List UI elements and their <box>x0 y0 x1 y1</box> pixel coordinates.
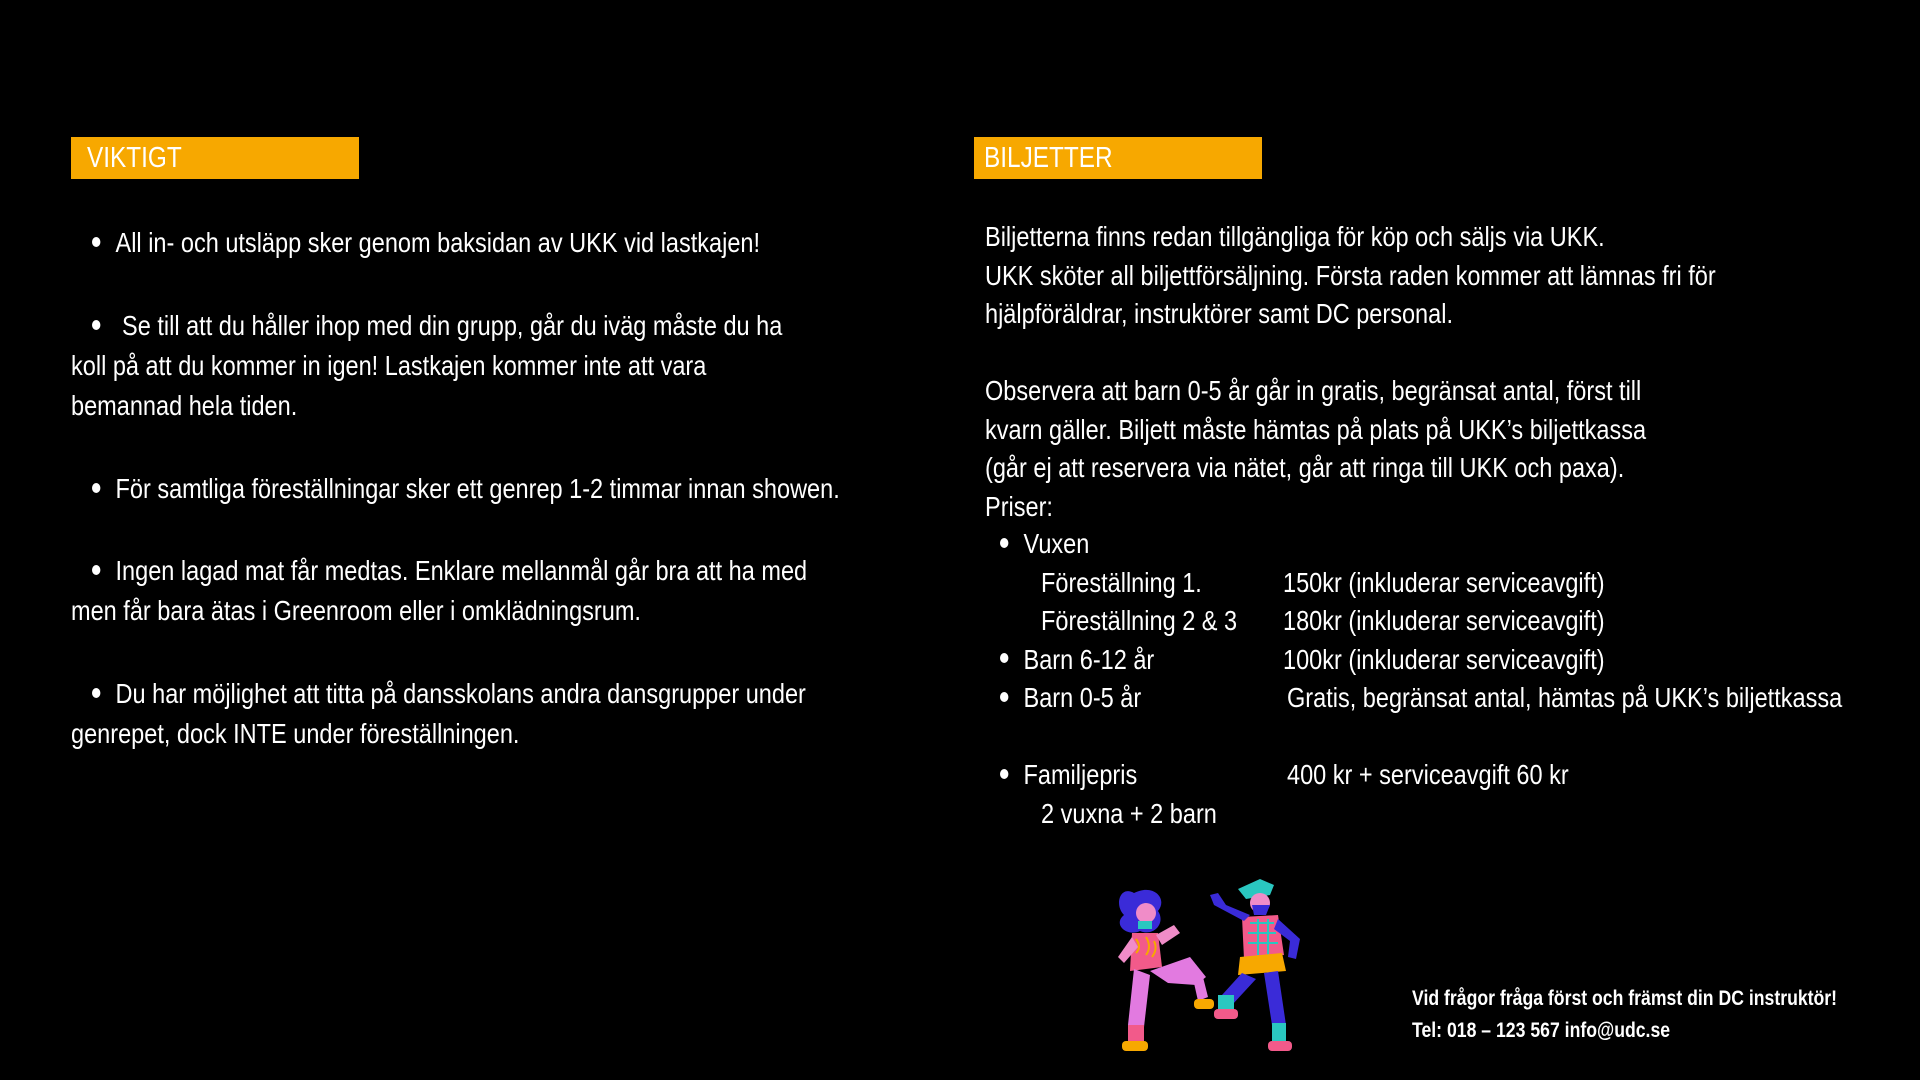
right-dancer <box>1210 879 1300 1051</box>
biljetter-intro: Biljetterna finns redan tillgängliga för köp och säljs via UKK. UKK sköter all biljettförsäljning. Första raden kommer att lämnas fri för hjälpföräldrar, instruktörer samt DC personal. <box>985 221 1716 329</box>
bullet-icon <box>92 688 100 698</box>
viktigt-bullet-2: Se till att du håller ihop med din grupp, går du iväg måste du ha koll på att du kommer in igen! Lastkajen kommer inte att vara bemannad hela tiden. <box>71 310 783 421</box>
biljetter-observera: Observera att barn 0-5 år går in gratis, begränsat antal, först till kvarn gäller. Biljett måste hämtas på plats på UKK’s biljettkassa (går ej att reservera via nätet, går att ringa till UKK och paxa). Priser: <box>985 375 1647 522</box>
bullet-icon <box>1000 692 1008 702</box>
price-list: Vuxen Föreställning 1. 150kr (inkluderar serviceavgift) Föreställning 2 & 3 180kr (inkluderar serviceavgift) Barn 6-12 år 100kr (inkluderar serviceavgift) Barn 0-5 år Gratis, begränsat antal, hämtas på UKK’s biljettkassa Familjepris 400 kr + serviceavgift 60 kr 2 vuxna + 2 barn <box>1000 525 1184 833</box>
viktigt-heading: VIKTIGT <box>71 137 359 179</box>
biljetter-heading: BILJETTER <box>974 137 1262 179</box>
bullet-icon <box>1000 769 1008 779</box>
bullet-icon <box>92 565 100 575</box>
bullet-icon <box>1000 653 1008 663</box>
viktigt-bullet-1: All in- och utsläpp sker genom baksidan av UKK vid lastkajen! <box>92 223 887 263</box>
bullet-icon <box>92 483 100 493</box>
viktigt-bullet-3: För samtliga föreställningar sker ett genrep 1-2 timmar innan showen. <box>92 469 982 509</box>
viktigt-bullet-5: Du har möjlighet att titta på dansskolans andra dansgrupper under genrepet, dock INTE under föreställningen. <box>71 678 806 749</box>
contact-info: Vid frågor fråga först och främst din DC instruktör! Tel: 018 – 123 567 info@udc.se <box>1412 987 1838 1042</box>
viktigt-bullet-4: Ingen lagad mat får medtas. Enklare mellanmål går bra att ha med men får bara ätas i Greenroom eller i omklädningsrum. <box>71 555 808 626</box>
bullet-icon <box>92 237 100 247</box>
dancing-couple-illustration <box>1110 875 1332 1070</box>
bullet-icon <box>92 320 100 330</box>
bullet-icon <box>1000 538 1008 548</box>
left-dancer <box>1118 890 1214 1051</box>
